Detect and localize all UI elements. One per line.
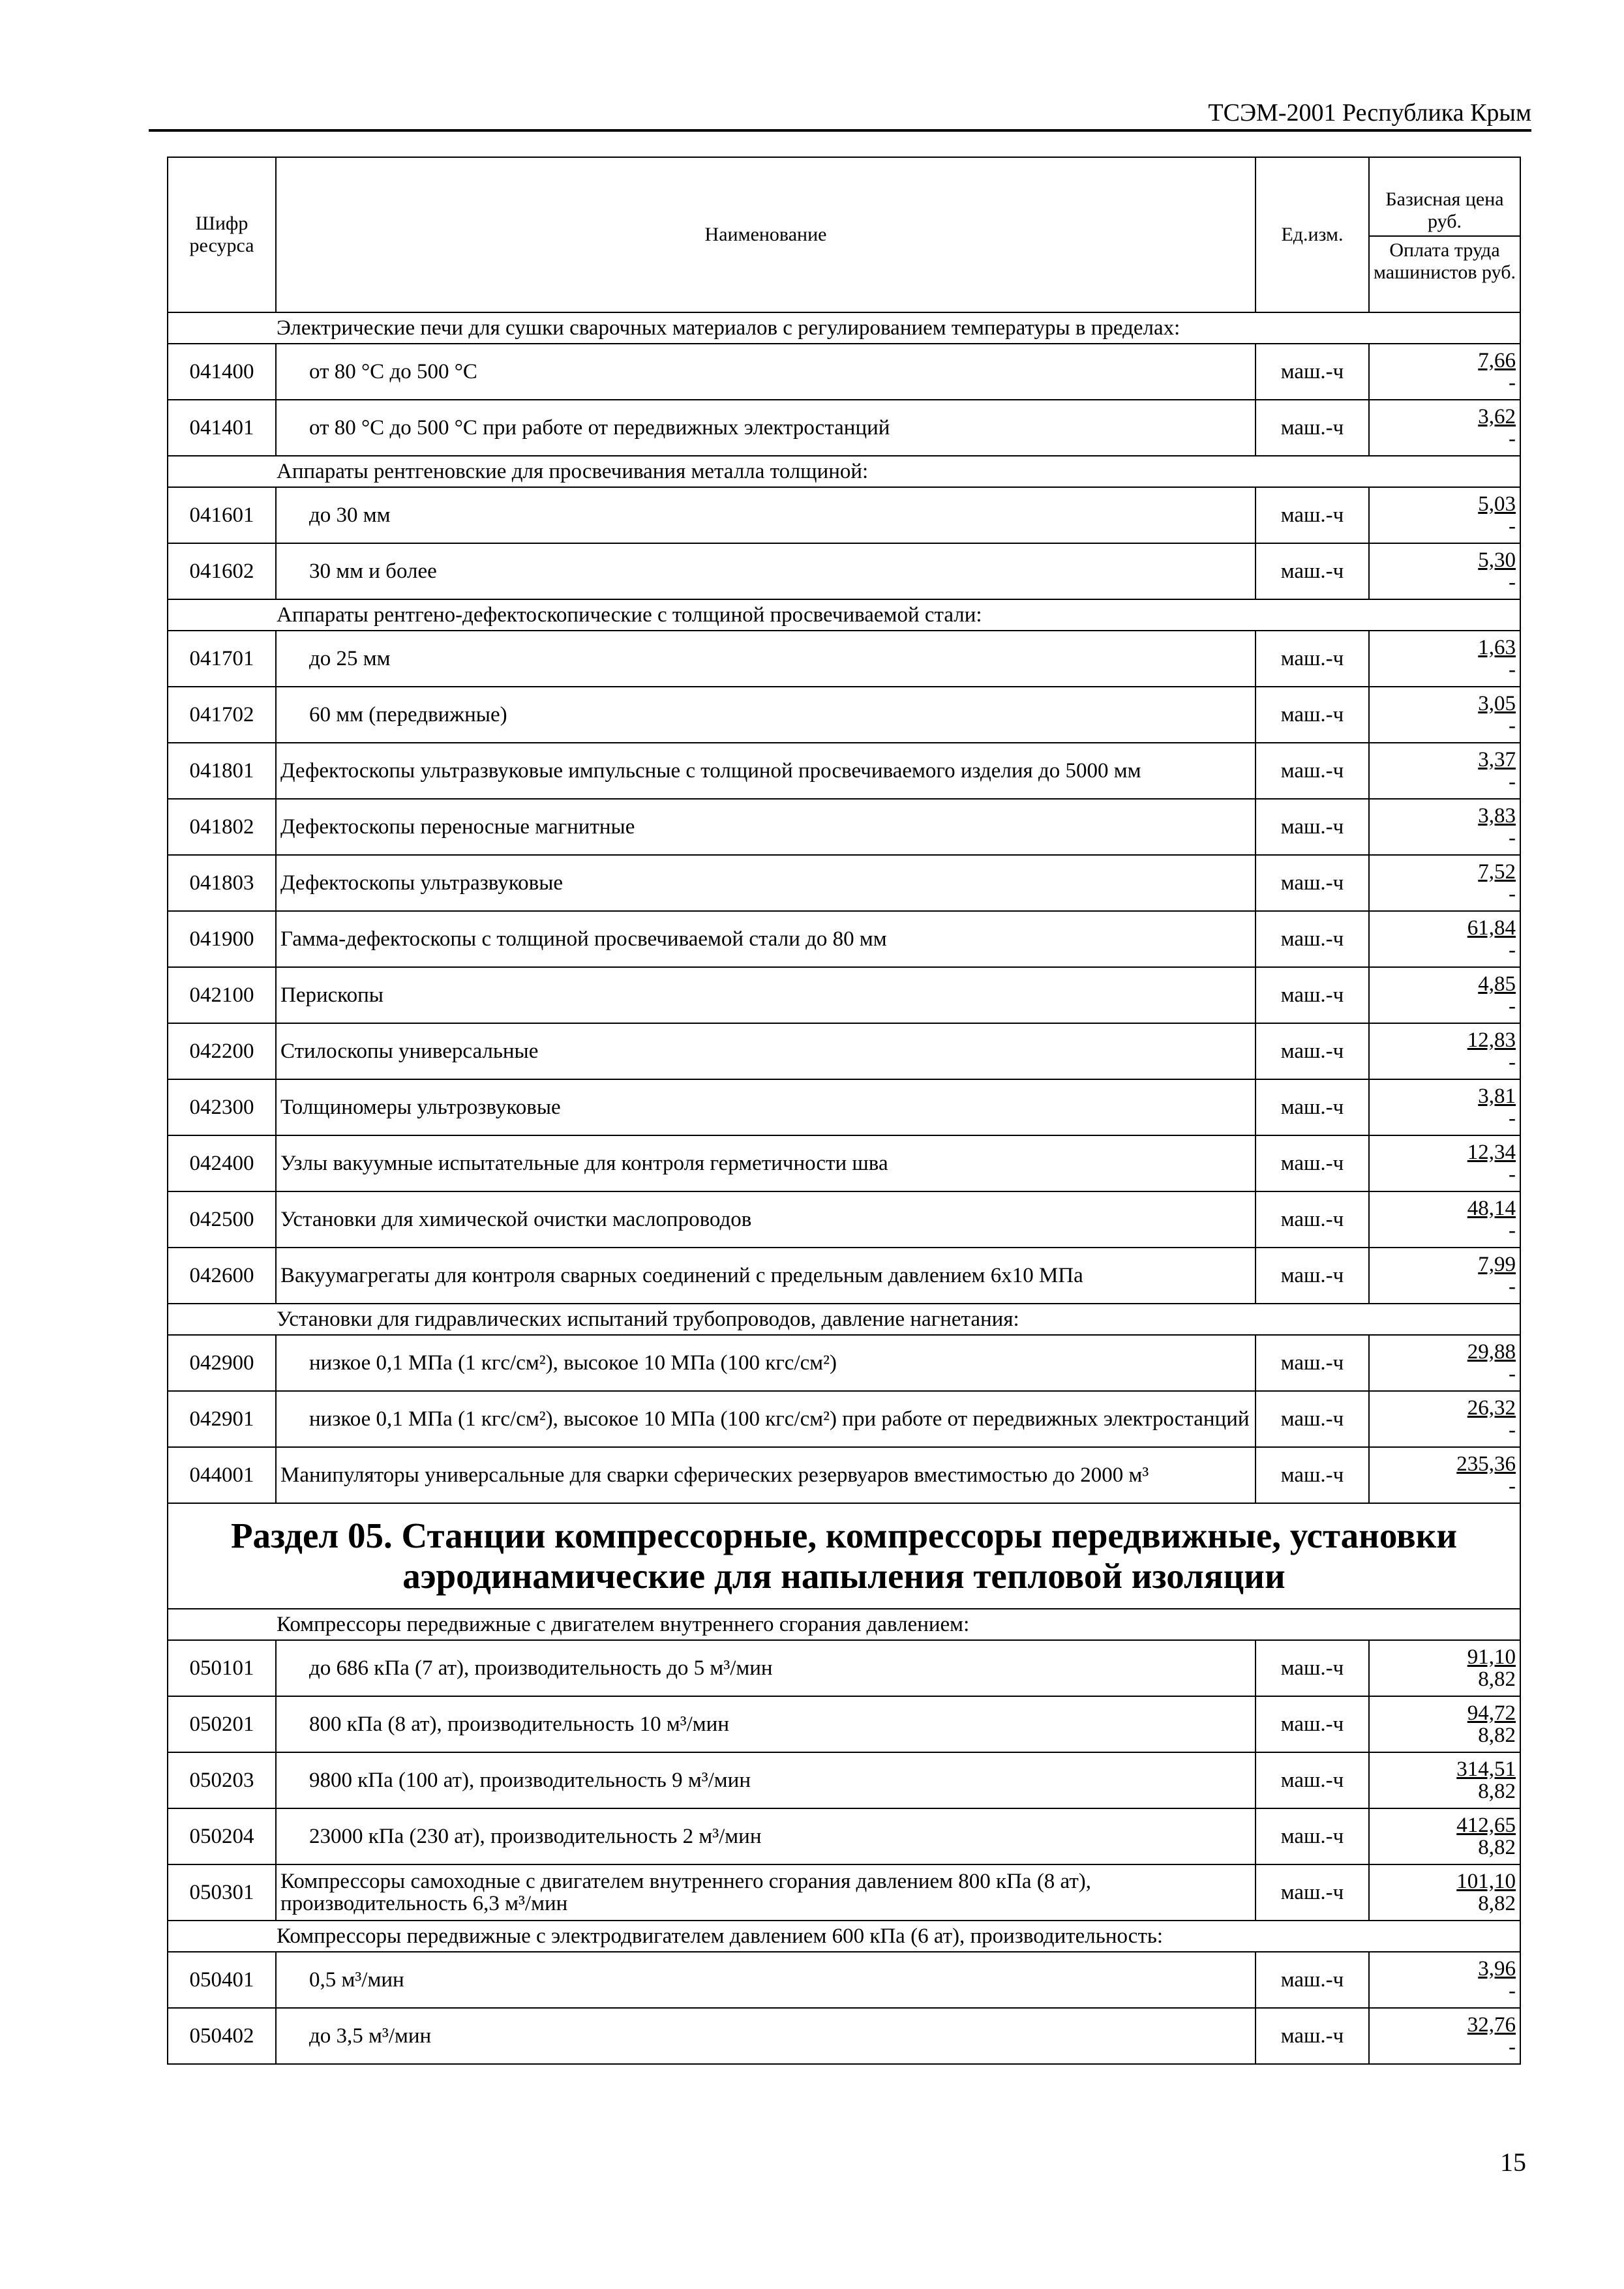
- base-price: 94,72: [1467, 1701, 1516, 1725]
- table-row: [168, 1752, 1520, 1808]
- price-cell: [1369, 2008, 1520, 2064]
- price-cell: [1369, 344, 1520, 400]
- price-cell: [1369, 1191, 1520, 1248]
- table-row: [168, 1023, 1520, 1079]
- operator-labor-cost: -: [1509, 1474, 1516, 1498]
- base-price: 3,62: [1478, 405, 1516, 428]
- group-heading-row: [168, 1609, 1520, 1640]
- table-row: [168, 2008, 1520, 2064]
- price-cell: [1369, 1391, 1520, 1447]
- operator-labor-cost: -: [1509, 1219, 1516, 1242]
- base-price: 12,83: [1467, 1028, 1516, 1052]
- price-cell: [1369, 911, 1520, 967]
- table-row: [168, 743, 1520, 799]
- base-price: 3,37: [1478, 748, 1516, 771]
- operator-labor-cost: -: [1509, 938, 1516, 962]
- resource-name: от 80 °С до 500 °С: [276, 344, 1256, 400]
- resource-code: 042100: [168, 967, 276, 1023]
- resource-code: 042901: [168, 1391, 276, 1447]
- base-price: 3,96: [1478, 1957, 1516, 1981]
- table-row: [168, 1079, 1520, 1135]
- operator-labor-cost: 8,82: [1478, 1836, 1516, 1859]
- table-row: [168, 631, 1520, 687]
- resource-code: 050402: [168, 2008, 276, 2064]
- group-heading: Аппараты рентгеновские для просвечивания металла толщиной:: [168, 456, 1520, 487]
- table-row: [168, 911, 1520, 967]
- group-heading: Аппараты рентгено-дефектоскопические с толщиной просвечиваемой стали:: [168, 599, 1520, 631]
- price-cell: [1369, 631, 1520, 687]
- resource-code: 041801: [168, 743, 276, 799]
- base-price: 7,66: [1478, 349, 1516, 372]
- price-cell: [1369, 400, 1520, 456]
- operator-labor-cost: 8,82: [1478, 1668, 1516, 1691]
- resource-code: 050401: [168, 1952, 276, 2008]
- unit-of-measure: маш.-ч: [1256, 344, 1369, 400]
- column-header-name: Наименование: [276, 157, 1256, 312]
- price-cell: [1369, 1640, 1520, 1696]
- column-header-unit: Ед.изм.: [1256, 157, 1369, 312]
- resource-name: до 25 мм: [276, 631, 1256, 687]
- base-price: 101,10: [1456, 1870, 1516, 1893]
- table-row: [168, 1135, 1520, 1191]
- unit-of-measure: маш.-ч: [1256, 1952, 1369, 2008]
- column-header-code: Шифр ресурса: [168, 157, 276, 312]
- resource-name: 0,5 м³/мин: [276, 1952, 1256, 2008]
- table-row: [168, 967, 1520, 1023]
- operator-labor-cost: -: [1509, 826, 1516, 850]
- resource-code: 041602: [168, 543, 276, 599]
- base-price: 7,52: [1478, 860, 1516, 884]
- price-cell: [1369, 1447, 1520, 1503]
- table-row: [168, 487, 1520, 543]
- operator-labor-cost: -: [1509, 995, 1516, 1018]
- price-cell: [1369, 967, 1520, 1023]
- table-row: [168, 1335, 1520, 1391]
- unit-of-measure: маш.-ч: [1256, 1447, 1369, 1503]
- base-price: 32,76: [1467, 2013, 1516, 2037]
- resource-code: 041900: [168, 911, 276, 967]
- unit-of-measure: маш.-ч: [1256, 1079, 1369, 1135]
- resource-code: 042400: [168, 1135, 276, 1191]
- resource-name: Дефектоскопы переносные магнитные: [276, 799, 1256, 855]
- unit-of-measure: маш.-ч: [1256, 543, 1369, 599]
- unit-of-measure: маш.-ч: [1256, 743, 1369, 799]
- page-header: [149, 97, 1531, 132]
- resource-name: Перископы: [276, 967, 1256, 1023]
- group-heading: Компрессоры передвижные с электродвигателем давлением 600 кПа (6 ат), производительность:: [168, 1921, 1520, 1952]
- unit-of-measure: маш.-ч: [1256, 1135, 1369, 1191]
- base-price: 91,10: [1467, 1645, 1516, 1669]
- unit-of-measure: маш.-ч: [1256, 1248, 1369, 1304]
- table-row: [168, 1191, 1520, 1248]
- unit-of-measure: маш.-ч: [1256, 631, 1369, 687]
- resource-name: до 3,5 м³/мин: [276, 2008, 1256, 2064]
- resource-name: Узлы вакуумные испытательные для контроля герметичности шва: [276, 1135, 1256, 1191]
- column-header-price: [1369, 157, 1520, 312]
- resource-name: низкое 0,1 МПа (1 кгс/см²), высокое 10 МПа (100 кгс/см²): [276, 1335, 1256, 1391]
- resource-code: 042600: [168, 1248, 276, 1304]
- table-row: [168, 687, 1520, 743]
- resource-code: 041701: [168, 631, 276, 687]
- resource-code: 050301: [168, 1864, 276, 1921]
- operator-labor-cost: -: [1509, 714, 1516, 738]
- resource-code: 041401: [168, 400, 276, 456]
- resource-name: до 30 мм: [276, 487, 1256, 543]
- unit-of-measure: маш.-ч: [1256, 1335, 1369, 1391]
- resource-name: Вакуумагрегаты для контроля сварных соединений с предельным давлением 6х10 МПа: [276, 1248, 1256, 1304]
- operator-labor-cost: -: [1509, 1979, 1516, 2003]
- section-heading-row: [168, 1503, 1520, 1609]
- unit-of-measure: маш.-ч: [1256, 967, 1369, 1023]
- resource-code: 041400: [168, 344, 276, 400]
- operator-labor-cost: -: [1509, 770, 1516, 794]
- base-price: 3,81: [1478, 1085, 1516, 1108]
- price-cell: [1369, 1952, 1520, 2008]
- table-row: [168, 400, 1520, 456]
- base-price: 61,84: [1467, 916, 1516, 940]
- unit-of-measure: маш.-ч: [1256, 687, 1369, 743]
- table-row: [168, 1248, 1520, 1304]
- operator-labor-cost: -: [1509, 371, 1516, 395]
- operator-labor-cost: -: [1509, 1275, 1516, 1298]
- resource-code: 050203: [168, 1752, 276, 1808]
- operator-labor-cost: -: [1509, 1418, 1516, 1442]
- price-cell: [1369, 1752, 1520, 1808]
- operator-labor-cost: -: [1509, 427, 1516, 451]
- table-row: [168, 543, 1520, 599]
- resource-price-table: [167, 157, 1521, 2065]
- resource-code: 042200: [168, 1023, 276, 1079]
- operator-labor-cost: -: [1509, 1051, 1516, 1074]
- base-price: 4,85: [1478, 972, 1516, 996]
- base-price: 1,63: [1478, 636, 1516, 659]
- table-row: [168, 1808, 1520, 1864]
- unit-of-measure: маш.-ч: [1256, 400, 1369, 456]
- resource-name: Манипуляторы универсальные для сварки сферических резервуаров вместимостью до 2000 м³: [276, 1447, 1256, 1503]
- resource-name: низкое 0,1 МПа (1 кгс/см²), высокое 10 МПа (100 кгс/см²) при работе от передвижных электростанций: [276, 1391, 1256, 1447]
- resource-code: 050204: [168, 1808, 276, 1864]
- unit-of-measure: маш.-ч: [1256, 1752, 1369, 1808]
- table-header-row: [168, 157, 1520, 312]
- resource-name: Толщиномеры ультрозвуковые: [276, 1079, 1256, 1135]
- table-row: [168, 1864, 1520, 1921]
- resource-name: 9800 кПа (100 ат), производительность 9 м³/мин: [276, 1752, 1256, 1808]
- base-price: 5,03: [1478, 492, 1516, 516]
- resource-code: 042300: [168, 1079, 276, 1135]
- table-row: [168, 1952, 1520, 2008]
- price-cell: [1369, 487, 1520, 543]
- group-heading-row: [168, 312, 1520, 344]
- unit-of-measure: маш.-ч: [1256, 2008, 1369, 2064]
- price-cell: [1369, 1135, 1520, 1191]
- group-heading-row: [168, 1921, 1520, 1952]
- page-number: 15: [1500, 2147, 1526, 2177]
- unit-of-measure: маш.-ч: [1256, 1191, 1369, 1248]
- base-price: 3,83: [1478, 804, 1516, 828]
- operator-labor-cost: -: [1509, 2035, 1516, 2059]
- price-cell: [1369, 1808, 1520, 1864]
- resource-name: 800 кПа (8 ат), производительность 10 м³/мин: [276, 1696, 1256, 1752]
- section-heading: Раздел 05. Станции компрессорные, компрессоры передвижные, установки аэродинамические для напыления тепловой изоляции: [168, 1503, 1520, 1609]
- unit-of-measure: маш.-ч: [1256, 799, 1369, 855]
- resource-name: Стилоскопы универсальные: [276, 1023, 1256, 1079]
- unit-of-measure: маш.-ч: [1256, 1023, 1369, 1079]
- operator-labor-cost: 8,82: [1478, 1780, 1516, 1803]
- document-title: ТСЭМ-2001 Республика Крым: [1208, 99, 1531, 127]
- resource-name: Дефектоскопы ультразвуковые импульсные с толщиной просвечиваемого изделия до 5000 мм: [276, 743, 1256, 799]
- table-row: [168, 1640, 1520, 1696]
- table-row: [168, 1696, 1520, 1752]
- price-cell: [1369, 799, 1520, 855]
- resource-name: 60 мм (передвижные): [276, 687, 1256, 743]
- table-row: [168, 799, 1520, 855]
- group-heading-row: [168, 599, 1520, 631]
- resource-code: 041702: [168, 687, 276, 743]
- column-header-base-price: Базисная цена руб.: [1370, 182, 1520, 237]
- base-price: 7,99: [1478, 1253, 1516, 1276]
- table-body: [168, 312, 1520, 2064]
- base-price: 314,51: [1456, 1758, 1516, 1781]
- price-cell: [1369, 1335, 1520, 1391]
- resource-name: Дефектоскопы ультразвуковые: [276, 855, 1256, 911]
- unit-of-measure: маш.-ч: [1256, 855, 1369, 911]
- price-cell: [1369, 687, 1520, 743]
- unit-of-measure: маш.-ч: [1256, 1391, 1369, 1447]
- price-cell: [1369, 855, 1520, 911]
- base-price: 235,36: [1456, 1452, 1516, 1476]
- unit-of-measure: маш.-ч: [1256, 1640, 1369, 1696]
- resource-name: Установки для химической очистки маслопроводов: [276, 1191, 1256, 1248]
- base-price: 12,34: [1467, 1141, 1516, 1164]
- price-cell: [1369, 1696, 1520, 1752]
- base-price: 48,14: [1467, 1197, 1516, 1220]
- unit-of-measure: маш.-ч: [1256, 911, 1369, 967]
- resource-code: 044001: [168, 1447, 276, 1503]
- unit-of-measure: маш.-ч: [1256, 1864, 1369, 1921]
- table-row: [168, 1447, 1520, 1503]
- unit-of-measure: маш.-ч: [1256, 1696, 1369, 1752]
- operator-labor-cost: 8,82: [1478, 1892, 1516, 1915]
- resource-name: 23000 кПа (230 ат), производительность 2 м³/мин: [276, 1808, 1256, 1864]
- resource-code: 050101: [168, 1640, 276, 1696]
- resource-code: 041803: [168, 855, 276, 911]
- resource-code: 041601: [168, 487, 276, 543]
- operator-labor-cost: -: [1509, 882, 1516, 906]
- base-price: 3,05: [1478, 692, 1516, 715]
- resource-name: Компрессоры самоходные с двигателем внутреннего сгорания давлением 800 кПа (8 ат), производительность 6,3 м³/мин: [276, 1864, 1256, 1921]
- base-price: 26,32: [1467, 1396, 1516, 1420]
- table-row: [168, 344, 1520, 400]
- resource-name: Гамма-дефектоскопы с толщиной просвечиваемой стали до 80 мм: [276, 911, 1256, 967]
- resource-code: 050201: [168, 1696, 276, 1752]
- base-price: 29,88: [1467, 1340, 1516, 1364]
- operator-labor-cost: -: [1509, 658, 1516, 681]
- group-heading: Электрические печи для сушки сварочных материалов с регулированием температуры в пределах:: [168, 312, 1520, 344]
- resource-name: от 80 °С до 500 °С при работе от передвижных электростанций: [276, 400, 1256, 456]
- operator-labor-cost: -: [1509, 571, 1516, 594]
- base-price: 5,30: [1478, 548, 1516, 572]
- column-header-labor-price: Оплата труда машинистов руб.: [1373, 239, 1516, 283]
- price-cell: [1369, 1248, 1520, 1304]
- operator-labor-cost: -: [1509, 1362, 1516, 1386]
- operator-labor-cost: 8,82: [1478, 1724, 1516, 1747]
- unit-of-measure: маш.-ч: [1256, 487, 1369, 543]
- price-cell: [1369, 543, 1520, 599]
- group-heading-row: [168, 1304, 1520, 1335]
- price-cell: [1369, 1864, 1520, 1921]
- price-cell: [1369, 1023, 1520, 1079]
- resource-code: 042500: [168, 1191, 276, 1248]
- unit-of-measure: маш.-ч: [1256, 1808, 1369, 1864]
- base-price: 412,65: [1456, 1814, 1516, 1837]
- resource-name: до 686 кПа (7 ат), производительность до 5 м³/мин: [276, 1640, 1256, 1696]
- group-heading: Компрессоры передвижные с двигателем внутреннего сгорания давлением:: [168, 1609, 1520, 1640]
- group-heading: Установки для гидравлических испытаний трубопроводов, давление нагнетания:: [168, 1304, 1520, 1335]
- resource-name: 30 мм и более: [276, 543, 1256, 599]
- operator-labor-cost: -: [1509, 1107, 1516, 1130]
- price-cell: [1369, 1079, 1520, 1135]
- resource-code: 041802: [168, 799, 276, 855]
- table-row: [168, 1391, 1520, 1447]
- price-cell: [1369, 743, 1520, 799]
- group-heading-row: [168, 456, 1520, 487]
- operator-labor-cost: -: [1509, 1163, 1516, 1186]
- operator-labor-cost: -: [1509, 515, 1516, 538]
- resource-code: 042900: [168, 1335, 276, 1391]
- table-row: [168, 855, 1520, 911]
